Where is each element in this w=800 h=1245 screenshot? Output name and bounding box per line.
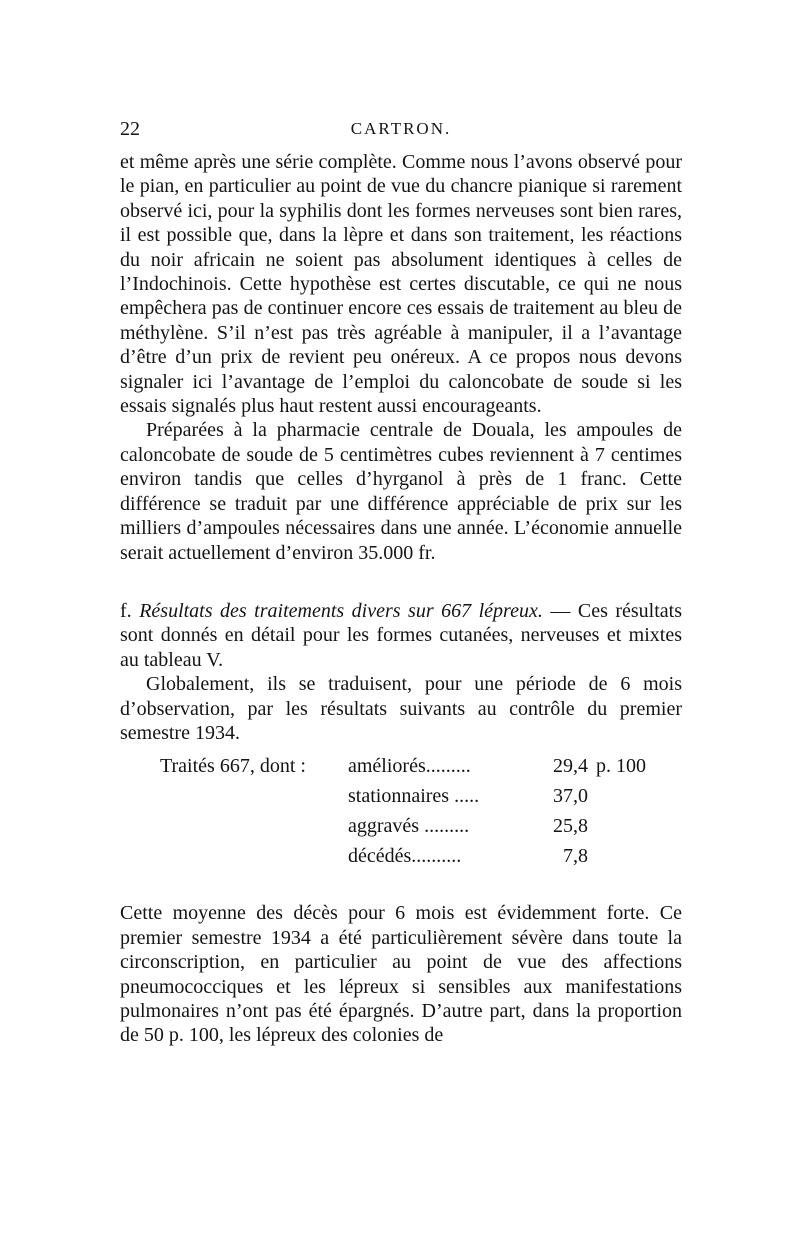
- paragraph-1: et même après une série complète. Comme nous l’avons observé pour le pian, en particulier au point de vue du chancre pianique si rarement observé ici, pour la syphilis dont les formes nerveuses sont bien rares, il est possible que, dans la lèpre et dans son traitement, les réactions du noir africain ne soient pas absolument identiques à celles de l’Indochinois. Cette hypothèse est certes discutable, ce qui ne nous empêchera pas de continuer encore ces essais de traitement au bleu de méthylène. S’il n’est pas très agréable à manipuler, il a l’avantage d’être d’un prix de revient peu onéreux. A ce propos nous devons signaler ici l’avantage de l’emploi du caloncobate de soude si les essais signalés plus haut restent aussi encourageants.: [120, 151, 682, 418]
- results-value: 7,8: [563, 845, 588, 868]
- results-row: [160, 751, 646, 781]
- paragraph-4: Globalement, ils se traduisent, pour une période de 6 mois d’observation, par les résultats suivants au contrôle du premier semestre 1934.: [120, 673, 682, 744]
- section-f-title: Résultats des traitements divers sur 667 lépreux.: [139, 599, 543, 622]
- body-text: [120, 150, 682, 1048]
- page-header: [120, 118, 682, 142]
- section-f-paragraph: [120, 599, 682, 672]
- results-value: 37,0: [553, 785, 588, 808]
- section-f-text: — Ces résultats sont donnés en détail pour les formes cutanées, nerveuses et mixtes au tableau V.: [120, 599, 683, 671]
- results-value: 25,8: [553, 815, 588, 838]
- results-row: [160, 781, 646, 811]
- results-table: [160, 751, 646, 871]
- results-label: améliorés.........: [348, 755, 471, 778]
- results-value: 29,4: [553, 755, 588, 778]
- paragraph-2: Préparées à la pharmacie centrale de Douala, les ampoules de caloncobate de soude de 5 centimètres cubes reviennent à 7 centimes environ tandis que celles d’hyrganol à près de 1 franc. Cette différence se traduit par une différence appréciable de prix sur les milliers d’ampoules nécessaires dans une année. L’économie annuelle serait actuellement d’environ 35.000 fr.: [120, 419, 682, 564]
- results-row: [160, 841, 646, 871]
- page-number: 22: [120, 118, 140, 140]
- results-unit: p. 100: [596, 755, 646, 778]
- results-prefix: Traités 667, dont :: [160, 755, 306, 778]
- section-f-label: f.: [120, 599, 132, 622]
- results-label: stationnaires .....: [348, 785, 480, 808]
- running-head: CARTRON.: [350, 119, 452, 138]
- results-label: décédés..........: [348, 845, 462, 868]
- results-row: [160, 811, 646, 841]
- results-label: aggravés .........: [348, 815, 470, 838]
- paragraph-5: Cette moyenne des décès pour 6 mois est évidemment forte. Ce premier semestre 1934 a été particulièrement sévère dans toute la circonscription, en particulier au point de vue des affections pneumococciques et les lépreux si sensibles aux manifestations pulmonaires n’ont pas été épargnés. D’autre part, dans la proportion de 50 p. 100, les lépreux des colonies de: [120, 902, 682, 1047]
